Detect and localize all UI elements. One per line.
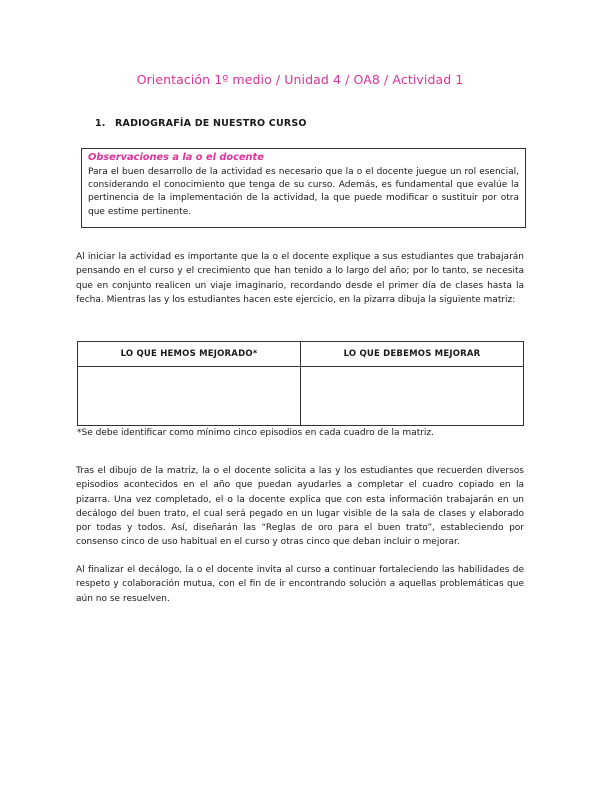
matrix-cell-to-improve <box>301 367 523 425</box>
observations-title: Observaciones a la o el docente <box>88 152 264 163</box>
observations-text: Para el buen desarrollo de la actividad es necesario que la o el docente juegue un rol esencial, considerando el conocimiento que tenga de su curso. Además, es fundamental que evalúe la pertinencia de la implementación de la actividad, la que puede modificar o sustituir por otra que estime pertinente. <box>88 167 519 217</box>
section-title-text: RADIOGRAFÍA DE NUESTRO CURSO <box>115 118 307 129</box>
matrix-column-to-improve <box>300 342 523 425</box>
after-matrix-paragraph: Tras el dibujo de la matriz, la o el docente solicita a las y los estudiantes que recuerden diversos episodios acontecidos en el año que puedan ayudarles a completar el cuadro copiado en la pizarra. Una vez completado, el o la docente explica que con esta información trabajarán en un decálogo del buen trato, el cual será pegado en un lugar visible de la sala de clases y elaborado por todas y todos. Así, diseñarán las “Reglas de oro para el buen trato”, estableciendo por consenso cinco de uso habitual en el curso y otras cinco que deban incluir o mejorar. <box>76 466 524 548</box>
closing-paragraph: Al finalizar el decálogo, la o el docente invita al curso a continuar fortaleciendo las habilidades de respeto y colaboración mutua, con el fin de ir encontrando solución a aquellas problemáticas que aún no se resuelven. <box>76 565 524 604</box>
teacher-observations-box <box>81 148 526 228</box>
matrix-header-to-improve: LO QUE DEBEMOS MEJORAR <box>301 342 523 367</box>
matrix-cell-improved <box>78 367 300 425</box>
matrix-table <box>77 341 524 426</box>
section-number: 1. <box>95 118 106 129</box>
matrix-column-improved <box>78 342 300 425</box>
page-header: Orientación 1º medio / Unidad 4 / OA8 / Actividad 1 <box>136 72 464 87</box>
intro-paragraph: Al iniciar la actividad es importante que la o el docente explique a sus estudiantes que trabajarán pensando en el curso y el crecimiento que han tenido a lo largo del año; por lo tanto, se necesita que en conjunto realicen un viaje imaginario, recordando desde el primer día de clases hasta la fecha. Mientras las y los estudiantes hacen este ejercicio, en la pizarra dibuja la siguiente matriz: <box>76 252 524 305</box>
matrix-header-improved: LO QUE HEMOS MEJORADO* <box>78 342 300 367</box>
matrix-footnote: *Se debe identificar como mínimo cinco episodios en cada cuadro de la matriz. <box>77 428 435 438</box>
section-heading <box>95 118 307 129</box>
